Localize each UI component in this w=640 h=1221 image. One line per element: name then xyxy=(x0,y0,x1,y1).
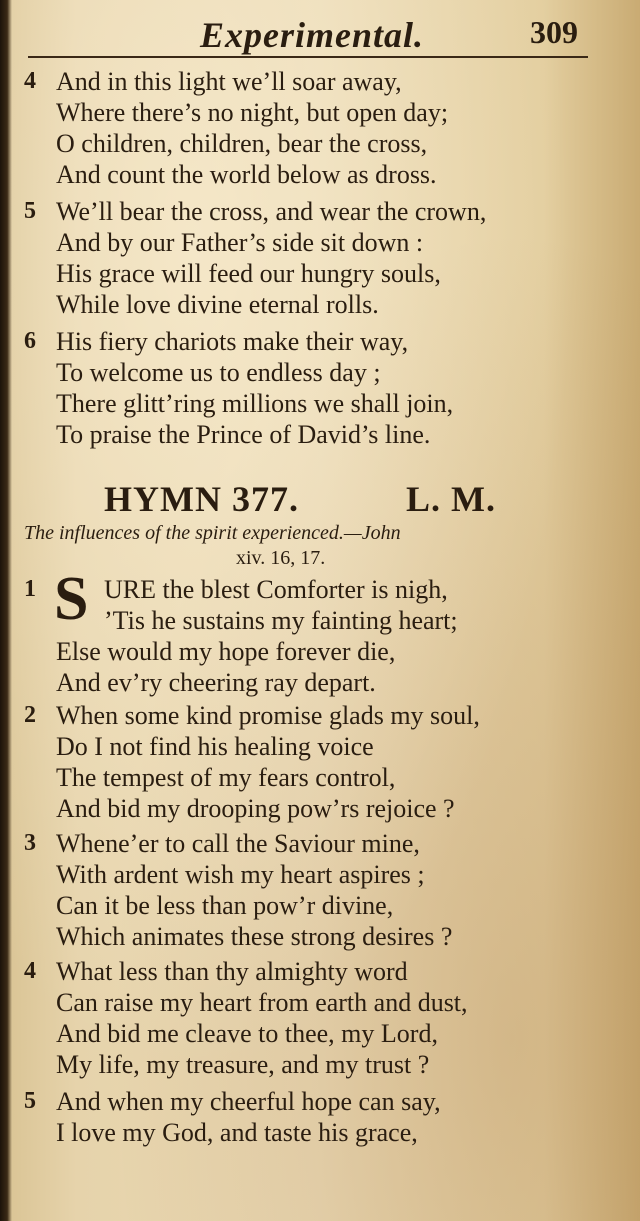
verse-text: And bid me cleave to thee, my Lord, xyxy=(56,1019,438,1048)
verse-line xyxy=(0,289,640,320)
verse-line xyxy=(0,956,640,987)
hymn-subtitle: The influences of the spirit experienced.—John xyxy=(24,522,401,544)
scripture-reference: xiv. 16, 17. xyxy=(236,547,326,569)
verse-text: And when my cheerful hope can say, xyxy=(56,1087,441,1116)
verse-line xyxy=(0,128,640,159)
verse-text: And ev’ry cheering ray depart. xyxy=(56,668,376,697)
verse-text: To praise the Prince of David’s line. xyxy=(56,420,431,449)
verse-text: O children, children, bear the cross, xyxy=(56,129,428,158)
verse-number: 5 xyxy=(24,1088,36,1114)
verse-line xyxy=(0,987,640,1018)
verse-line xyxy=(0,605,640,636)
verse-text: Which animates these strong desires ? xyxy=(56,922,453,951)
verse-text: His grace will feed our hungry souls, xyxy=(56,259,441,288)
verse-text: The tempest of my fears control, xyxy=(56,763,396,792)
hymn-verse-4 xyxy=(0,956,640,1080)
header-rule xyxy=(28,56,588,58)
verse-line xyxy=(0,700,640,731)
verse-number: 2 xyxy=(24,702,36,728)
hymn-verse-2 xyxy=(0,700,640,824)
verse-line xyxy=(0,1117,640,1148)
hymn-meter: L. M. xyxy=(406,479,496,519)
verse-line xyxy=(0,357,640,388)
verse-line xyxy=(0,890,640,921)
verse-text: What less than thy almighty word xyxy=(56,957,408,986)
hymn-heading xyxy=(0,478,640,522)
verse-text: And bid my drooping pow’rs rejoice ? xyxy=(56,794,455,823)
verse-number: 4 xyxy=(24,68,36,94)
verse-line xyxy=(0,667,640,698)
verse-line xyxy=(0,326,640,357)
drop-cap: S xyxy=(54,565,89,633)
hymn-number: HYMN 377. xyxy=(104,479,299,519)
verse-text: To welcome us to endless day ; xyxy=(56,358,381,387)
verse-text: His fiery chariots make their way, xyxy=(56,327,409,356)
hymn-verse-3 xyxy=(0,828,640,952)
verse-line xyxy=(0,66,640,97)
verse-text: Can raise my heart from earth and dust, xyxy=(56,988,468,1017)
verse-line xyxy=(0,762,640,793)
verse-text: There glitt’ring millions we shall join, xyxy=(56,389,454,418)
verse-line xyxy=(0,159,640,190)
verse-line xyxy=(0,921,640,952)
verse-4-top xyxy=(0,66,640,190)
verse-line xyxy=(0,227,640,258)
verse-text: While love divine eternal rolls. xyxy=(56,290,379,319)
verse-line xyxy=(0,388,640,419)
verse-text: Where there’s no night, but open day; xyxy=(56,98,449,127)
verse-text: When some kind promise glads my soul, xyxy=(56,701,480,730)
verse-text: Whene’er to call the Saviour mine, xyxy=(56,829,420,858)
hymn-verse-1 xyxy=(0,565,640,698)
running-head xyxy=(0,10,640,58)
verse-line xyxy=(0,196,640,227)
verse-text: And by our Father’s side sit down : xyxy=(56,228,424,257)
verse-line xyxy=(0,793,640,824)
verse-text: URE the blest Comforter is nigh, xyxy=(104,575,448,604)
verse-text: ’Tis he sustains my fainting heart; xyxy=(104,606,458,635)
verse-line xyxy=(0,419,640,450)
verse-line xyxy=(0,859,640,890)
hymn-verse-5 xyxy=(0,1086,640,1148)
verse-line xyxy=(0,258,640,289)
verse-number: 4 xyxy=(24,958,36,984)
running-title: Experimental. xyxy=(200,15,425,55)
verse-line xyxy=(0,1049,640,1080)
verse-text: And in this light we’ll soar away, xyxy=(56,67,402,96)
verse-number: 1 xyxy=(24,576,36,602)
verse-text: Else would my hope forever die, xyxy=(56,637,396,666)
verse-6-top xyxy=(0,326,640,450)
verse-text: We’ll bear the cross, and wear the crown, xyxy=(56,197,487,226)
verse-5-top xyxy=(0,196,640,320)
verse-line xyxy=(0,731,640,762)
verse-text: Can it be less than pow’r divine, xyxy=(56,891,394,920)
verse-line xyxy=(0,1018,640,1049)
verse-number: 5 xyxy=(24,198,36,224)
verse-text: Do I not find his healing voice xyxy=(56,732,374,761)
verse-text: And count the world below as dross. xyxy=(56,160,437,189)
verse-line xyxy=(0,828,640,859)
verse-number: 3 xyxy=(24,830,36,856)
verse-line xyxy=(0,636,640,667)
verse-text: I love my God, and taste his grace, xyxy=(56,1118,418,1147)
verse-number: 6 xyxy=(24,328,36,354)
page-number: 309 xyxy=(530,14,578,50)
verse-text: With ardent wish my heart aspires ; xyxy=(56,860,425,889)
verse-text: My life, my treasure, and my trust ? xyxy=(56,1050,430,1079)
verse-line xyxy=(0,1086,640,1117)
verse-line xyxy=(0,574,640,605)
verse-line xyxy=(0,97,640,128)
